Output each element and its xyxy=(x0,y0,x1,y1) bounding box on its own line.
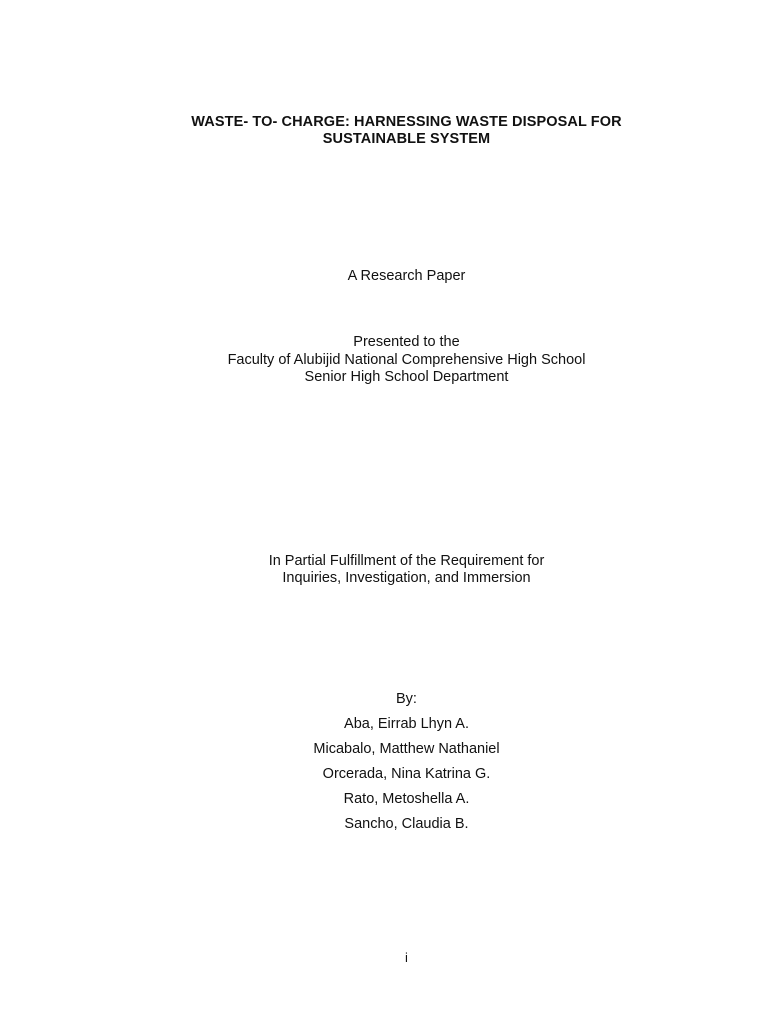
presented-to-line: Presented to the xyxy=(353,334,460,350)
author-name: Sancho, Claudia B. xyxy=(344,816,469,832)
paper-title xyxy=(0,114,768,148)
authors-label: By: xyxy=(396,691,417,707)
fulfillment-line-1: In Partial Fulfillment of the Requirement for xyxy=(268,553,545,569)
authors-section xyxy=(0,687,768,837)
paper-type: A Research Paper xyxy=(347,268,466,284)
department-line: Senior High School Department xyxy=(304,369,509,385)
paper-title-line-2: SUSTAINABLE SYSTEM xyxy=(322,131,491,147)
faculty-line: Faculty of Alubijid National Comprehensive High School xyxy=(227,351,586,368)
author-name: Micabalo, Matthew Nathaniel xyxy=(313,741,500,757)
presented-to-section xyxy=(0,334,768,387)
paper-title-line-1: WASTE- TO- CHARGE: HARNESSING WASTE DISPOSAL FOR xyxy=(191,114,622,130)
author-name: Aba, Eirrab Lhyn A. xyxy=(344,716,469,732)
fulfillment-section xyxy=(0,553,768,587)
page-number: i xyxy=(405,950,408,965)
fulfillment-line-2: Inquiries, Investigation, and Immersion xyxy=(282,570,531,586)
author-name: Orcerada, Nina Katrina G. xyxy=(322,766,491,782)
author-name: Rato, Metoshella A. xyxy=(343,791,470,807)
